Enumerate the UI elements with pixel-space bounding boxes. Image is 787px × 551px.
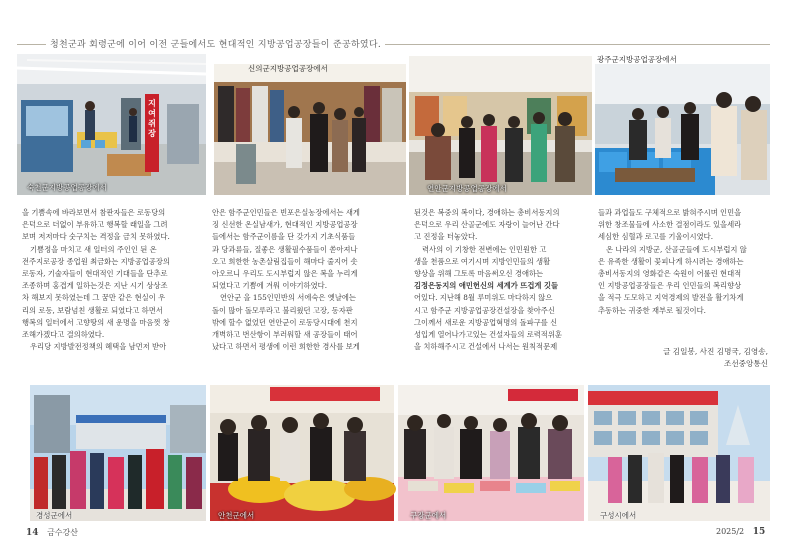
text-column-1: [22, 207, 202, 353]
text-column-4: [598, 207, 770, 317]
col3-line: 생을 천품으로 여기시며 지방인민들의 생활: [414, 256, 551, 266]
credit-line-1: 글 김일봉, 사진 김명국, 김영송,: [663, 347, 768, 356]
factory-exterior-photo: [588, 385, 770, 521]
text-column-3: [414, 207, 594, 353]
col2-line: 났다고 하면서 평생에 이런 희한한 경사를 보게: [212, 342, 360, 352]
col1-line: 리의 로동, 보람넘친 생활로 되였다고 하면서: [22, 305, 163, 315]
col3-line: 을 치하해주시고 건설에서 나서는 원칙적문제: [414, 342, 558, 352]
top-photo-1: [17, 54, 206, 195]
col1-line: 차 해보지 못하였는데 그 꿈만 같은 현실이 우: [22, 293, 166, 303]
col1-line: 조종하며 홍겹게 일하는것은 지난 시기 상상조: [22, 281, 168, 291]
top-photo-4: [595, 55, 770, 195]
top-photo-2-caption: 신의군지방공업공장에서: [248, 64, 328, 73]
food-factory-photo: [595, 64, 770, 195]
col4-line: 들과 과업들도 구체적으로 밝혀주시며 인민을: [598, 208, 742, 217]
col2-line: 들에서는 함주군이름을 단 갖가지 기초식품들: [212, 232, 356, 242]
credit-line-2: 조선중앙통신: [723, 359, 768, 368]
col4-line: 온 나라의 지방군, 산골군들에 도시부럽지 않: [606, 244, 747, 254]
bottom-photo-3-caption: 구장군에서: [410, 511, 447, 520]
top-photo-4-caption: 광주군지방공업공장에서: [597, 55, 677, 64]
outdoor-celebration-photo: [30, 385, 206, 521]
col2-line: 안은 함주군인민들은 빈포은실농장에서는 새게: [212, 208, 360, 217]
col4-line: 을 적극 도모하고 지역경제의 발전을 활기차게: [598, 293, 744, 303]
col3-line: 어있다. 지난해 8월 루미위도 마다하지 않으: [414, 293, 553, 303]
col1-line: 우리당 지방발전정책의 혜택을 남먼저 받아: [30, 342, 167, 352]
col3-line: 력사의 이 기창한 전변에는 인민원한 고: [422, 244, 547, 254]
col1-line: 보며 저저마다 숫구치는 격정을 금치 못하였다.: [22, 232, 170, 242]
col2-line: 오고 희한한 농촌살림집들이 해마다 줄지어 솟: [212, 256, 358, 266]
bottom-photo-2-caption: 안천군에서: [218, 511, 255, 520]
photo-credit: [600, 346, 768, 370]
col3-line: 고 진정을 터놓았다.: [414, 232, 478, 242]
col3-line: 된것은 복중의 복이다, 경애하는 총비서동지의: [414, 208, 560, 217]
col4-line: 은 유족한 생활이 꽃피나게 하시려는 경애하는: [598, 256, 744, 266]
col1-line: 은덕으로 더없이 부유하고 행복할 래일을 그려: [22, 220, 168, 230]
col1-line: 을 기쁨속에 바라보면서 참판자들은 로동당의: [22, 208, 166, 217]
col3-line: 김정은동지의 애민헌신의 세계가 뜨겁게 깃들: [414, 281, 559, 291]
bottom-photo-4: [588, 385, 770, 521]
footer-left: [26, 527, 78, 538]
issue-date: 2025/2: [716, 527, 745, 536]
top-photo-2: [214, 64, 406, 195]
factory-floor-photo: [17, 54, 206, 195]
footer-right: [716, 527, 765, 537]
col2-line: 되였다고 기쁨에 겨워 이야기하였다.: [212, 281, 328, 291]
top-photo-3: [409, 56, 592, 195]
col2-line: 징 신선한 온실남새가, 현대적인 지방공업공장: [212, 220, 358, 230]
top-photo-3-caption: 연안군지방공업공장에서: [427, 184, 507, 193]
col3-line: 향상을 위해 그토록 마음써오신 경애하는: [414, 269, 544, 279]
col3-line: 성입게 열어나가고있는 건설자들의 로력적위훈: [414, 330, 562, 340]
col2-line: 돌이 많아 돌모루라고 불리웠던 고장, 동자판: [212, 305, 353, 315]
col2-line: 아오르니 우리도 도시부럽지 않은 복을 누리게: [212, 269, 358, 279]
col2-line: 연안군 을 155인민반의 서에숙은 옛날에는: [220, 293, 356, 303]
col4-line: 세심한 심혈과 로고를 기울이시였다.: [598, 232, 714, 242]
bottom-photo-1-caption: 경성군에서: [36, 511, 73, 520]
col3-line: 그이께서 새로운 지방공업혁명의 돌파구를 신: [414, 317, 558, 327]
col1-line: 전주지로공장 종업원 최금화는 지방공업공장의: [22, 256, 170, 266]
col1-line: 기쁨정을 마치고 새 일터의 주인인 된 온: [30, 244, 157, 254]
col4-line: 추동하는 귀중한 재부로 될것이다.: [598, 305, 706, 315]
magazine-title: 금수강산: [47, 528, 78, 537]
col3-line: 은덕으로 우리 산골군에도 자랑이 늘어난 간다: [414, 220, 560, 230]
top-photo-1-caption: 숙천군지방공업공장에서: [27, 183, 107, 192]
text-column-2: [212, 207, 392, 353]
col1-line: 조해가겠다고 결의하였다.: [22, 330, 105, 340]
col2-line: 밖에 할수 없었던 연안군이 로동당시대에 천지: [212, 317, 358, 327]
shop-hall-photo: [409, 56, 592, 195]
col1-line: 로동자, 기술자들이 현대적인 기대들을 단추로: [22, 269, 168, 279]
page-number-left: 14: [26, 528, 39, 538]
col2-line: 과 당과류들, 질좋은 생활필수품들이 쏟아져나: [212, 244, 358, 254]
col3-line: 시고 함주군 지방공업공장건설장을 찾아주신: [414, 305, 555, 315]
bottom-photo-1: [30, 385, 206, 521]
col4-line: 총비서동지의 영화같은 숙원이 어룰린 현대적: [598, 269, 742, 279]
col4-line: 인 지방공업공장들은 우리 인민들의 복리향상: [598, 281, 742, 291]
page-number-right: 15: [752, 527, 766, 537]
product-display-photo: [210, 385, 394, 521]
col4-line: 위한 창조물들에 사소한 결점이라도 있을세라: [598, 220, 742, 230]
header-caption: 청천군과 회령군에 이어 이전 군들에서도 현대적인 지방공업공장들이 준공하였다.: [46, 37, 385, 50]
col2-line: 개벽하고 번산항이 부러워할 새 공장들이 태어: [212, 330, 358, 340]
col1-line: 행복의 일터에서 고향땅의 새 운명을 마음껏 창: [22, 317, 170, 327]
bottom-photo-3: [398, 385, 584, 521]
goods-counter-photo: [398, 385, 584, 521]
bottom-photo-2: [210, 385, 394, 521]
clothing-store-photo: [214, 64, 406, 195]
bottom-photo-4-caption: 구성시에서: [600, 511, 637, 520]
factory-sign: 지여쥐장: [148, 98, 156, 138]
